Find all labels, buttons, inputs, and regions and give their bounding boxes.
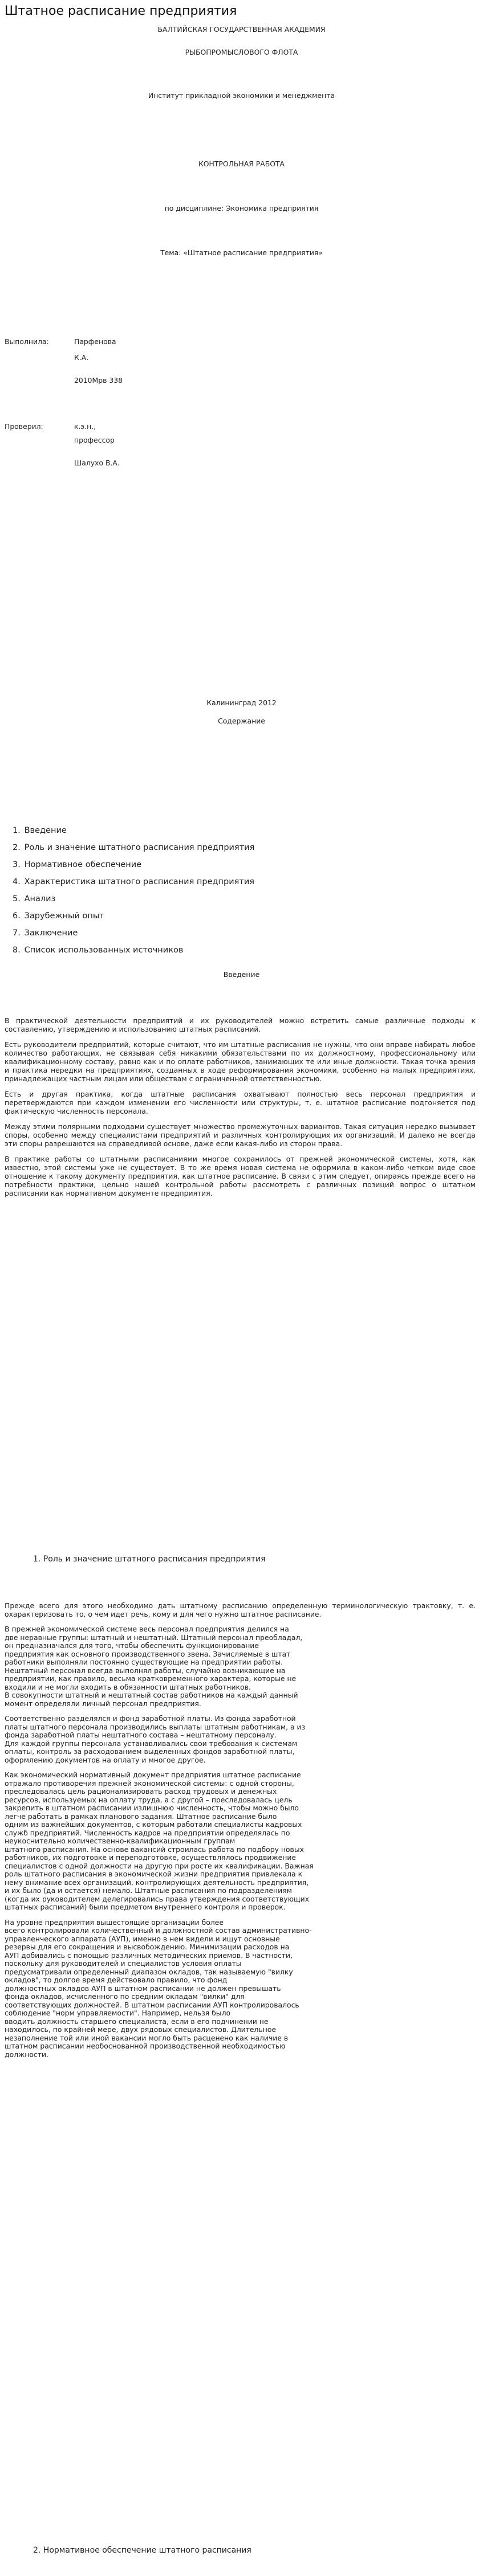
institute-name: Институт прикладной экономики и менеджмента bbox=[148, 91, 335, 100]
city-year: Калининград 2012 bbox=[206, 698, 277, 707]
section-paragraph: На уровне предприятия вышестоящие организации более всего контролировали количественный и должностной состав административно- управленческого аппарата (АУП), именно в нем видели и ищут основные резервы для его сокращения и высвобождению. Минимизации расходов на АУП добивались с помощью различных методических приемов. В частности, поскольку для руководителей и специалистов условия оплаты предусматривали определенный диапазон окладов, так называемую "вилку окладов", то долгое время действовало правило, что фонд должностных окладов АУП в штатном расписании не должен превышать фонда окладов, исчисленного по средним окладам "вилки" для соответствующих должностей. В штатном расписании АУП контролировалось соблюдение "норм управляемости". Например, нельзя было вводить должность старшего специалиста, если в его подчинении не находилось, по крайней мере, двух рядовых специалистов. Длительное незаполнение той или иной вакансии могло быть расценено как наличие в штатном расписании необоснованной производственной необходимостью должности. bbox=[5, 1917, 312, 2059]
toc-item[interactable] bbox=[13, 907, 254, 925]
performed-group: 2010Мрв 338 bbox=[74, 376, 123, 385]
topic: Тема: «Штатное расписание предприятия» bbox=[160, 248, 323, 257]
toc-item-number: 8. bbox=[13, 946, 21, 955]
toc-item-label: Анализ bbox=[24, 894, 56, 903]
checked-label: Проверил: bbox=[5, 422, 43, 431]
contents-title: Содержание bbox=[218, 717, 265, 725]
toc-item-label: Нормативное обеспечение bbox=[24, 860, 142, 869]
checked-name: Шалухо В.А. bbox=[74, 459, 120, 467]
toc-item[interactable] bbox=[13, 873, 254, 890]
section-heading: 2. Нормативное обеспечение штатного расписания bbox=[33, 2546, 251, 2555]
toc-item[interactable] bbox=[13, 942, 254, 959]
work-type: КОНТРОЛЬНАЯ РАБОТА bbox=[198, 160, 285, 168]
toc-item-number: 6. bbox=[13, 911, 21, 921]
performed-initials: К.А. bbox=[74, 353, 89, 362]
toc-item-label: Зарубежный опыт bbox=[24, 911, 104, 921]
toc-item[interactable] bbox=[13, 839, 254, 856]
toc-item-label: Характеристика штатного расписания предприятия bbox=[24, 877, 254, 886]
toc-item-number: 4. bbox=[13, 877, 21, 886]
intro-heading: Введение bbox=[223, 970, 260, 979]
toc-item-label: Заключение bbox=[24, 929, 78, 938]
section-body bbox=[5, 1601, 476, 2066]
toc-item-label: Список использованных источников bbox=[24, 946, 184, 955]
performed-name: Парфенова bbox=[74, 337, 116, 346]
toc-item[interactable] bbox=[13, 856, 254, 873]
intro-paragraph: Есть руководители предприятий, которые считают, что им штатные расписания не нужны, что они вправе набирать любое количество работающих, не связывая себя никакими обязательствами по их должностному, профессиональному или квалификационному составу, равно как и по оплате работников, занимающих те или иные должности. Такая точка зрения и практика нередки на предприятиях, созданных в ходе реформирования экономики, особенно на малых предприятиях, принадлежащих частным лицам или обществам с ограниченной ответственностью. bbox=[5, 1040, 476, 1083]
section-paragraph: В прежней экономической системе весь персонал предприятия делился на две неравные группы: штатный и нештатный. Штатный персонал преобладал, он предназначался для того, чтобы обеспечить функционирование предприятия как основного производственного звена. Зачисляемые в штат работники выполняли постоянно существующие на предприятии работы. Нештатный персонал всегда выполнял работы, случайно возникающие на предприятии, как правило, весьма кратковременного характера, которые не входили и не могли входить в обязанности штатных работников. В совокупности штатный и нештатный состав работников на каждый данный момент определяли личный персонал предприятия. bbox=[5, 1625, 303, 1708]
section-paragraph: Соответственно разделялся и фонд заработной платы. Из фонда заработной платы штатного персонала производились выплаты штатным работникам, а из фонда заработной платы нештатного состава – нештатному персоналу. Для каждой группы персонала устанавливались свои требования к системам оплаты, контроль за расходованием выделенных фондов заработной платы, оформлению документов на оплату и многое другое. bbox=[5, 1714, 306, 1764]
toc-item-number: 3. bbox=[13, 860, 21, 869]
org-line-2: РЫБОПРОМЫСЛОВОГО ФЛОТА bbox=[185, 48, 298, 56]
intro-paragraph: В практике работы со штатными расписаниями многое сохранилось от прежней экономической системы, хотя, как известно, этой системы уже не существует. В то же время новая система не оформила в каком-либо четком виде свое отношение к такому документу предприятия, как штатное расписание. В связи с этим следует, опираясь прежде всего на потребности практики, цельно нашей контрольной работы рассмотреть с различных позиций вопрос о штатном расписании как нормативном документе предприятия. bbox=[5, 1155, 476, 1197]
toc-item[interactable] bbox=[13, 925, 254, 942]
toc-item-number: 5. bbox=[13, 894, 21, 903]
toc-item-number: 7. bbox=[13, 929, 21, 938]
section-paragraph: Прежде всего для этого необходимо дать штатному расписанию определенную терминологическую трактовку, т. е. охарактеризовать то, о чем идет речь, кому и для чего нужно штатное расписание. bbox=[5, 1601, 476, 1618]
intro-paragraph: Есть и другая практика, когда штатные расписания охватывают полностью весь персонал предприятия и перетверждаются при каждом изменении его численности или структуры, т. е. штатное расписание подгоняется под фактическую численность персонала. bbox=[5, 1090, 476, 1115]
toc-item-number: 2. bbox=[13, 843, 21, 852]
intro-body bbox=[5, 1016, 476, 1204]
document-title: Штатное расписание предприятия bbox=[5, 4, 237, 18]
checked-degree: к.э.н., bbox=[74, 422, 96, 431]
org-line-1: БАЛТИЙСКАЯ ГОСУДАРСТВЕННАЯ АКАДЕМИЯ bbox=[157, 25, 326, 34]
discipline: по дисциплине: Экономика предприятия bbox=[164, 204, 319, 212]
toc-item[interactable] bbox=[13, 890, 254, 907]
toc-item-number: 1. bbox=[13, 826, 21, 835]
toc-item[interactable] bbox=[13, 822, 254, 839]
intro-paragraph: Между этими полярными подходами существует множество промежуточных вариантов. Такая ситуация нередко вызывает споры, особенно между специалистами предприятий и различных контролирующих их организаций. И далеко не всегда эти споры разрешаются на справедливой основе, даже если какая-либо из сторон права. bbox=[5, 1122, 476, 1148]
table-of-contents bbox=[13, 822, 254, 959]
section-heading: 1. Роль и значение штатного расписания предприятия bbox=[33, 1555, 266, 1564]
section-paragraph: Как экономический нормативный документ предприятия штатное расписание отражало противоречия прежней экономической системы: с одной стороны, преследовалась цель рационализировать расход трудовых и денежных ресурсов, используемых на оплату труда, а с другой – преследовалась цель закрепить в штатном расписании излишнюю численность, чтобы можно было легче работать в рамках планового задания. Штатное расписание было одним из важнейших документов, с которым работали специалисты кадровых служб предприятий. Численность кадров на предприятии определялась по неукоснительно количественно-квалификационным группам штатного расписания. На основе вакансий строилась работа по подбору новых работников, их подготовке и переподготовке, осуществлялось продвижение специалистов с одной должности на другую при росте их квалификации. Важная роль штатного расписания в экономической жизни предприятия привлекала к нему внимание всех организаций, контролирующих деятельность предприятия, и их было (да и остается) немало. Штатные расписания по подразделениям (когда их руководителем делегировались права утверждения соответствующих штатных расписаний) были предметом внутреннего контроля и проверок. bbox=[5, 1771, 314, 1911]
intro-paragraph: В практической деятельности предприятий и их руководителей можно встретить самые различные подходы к составлению, утверждению и использованию штатных расписаний. bbox=[5, 1016, 476, 1033]
toc-item-label: Роль и значение штатного расписания предприятия bbox=[24, 843, 255, 852]
checked-title: профессор bbox=[74, 436, 115, 444]
performed-label: Выполнила: bbox=[5, 337, 49, 346]
toc-item-label: Введение bbox=[24, 826, 67, 835]
